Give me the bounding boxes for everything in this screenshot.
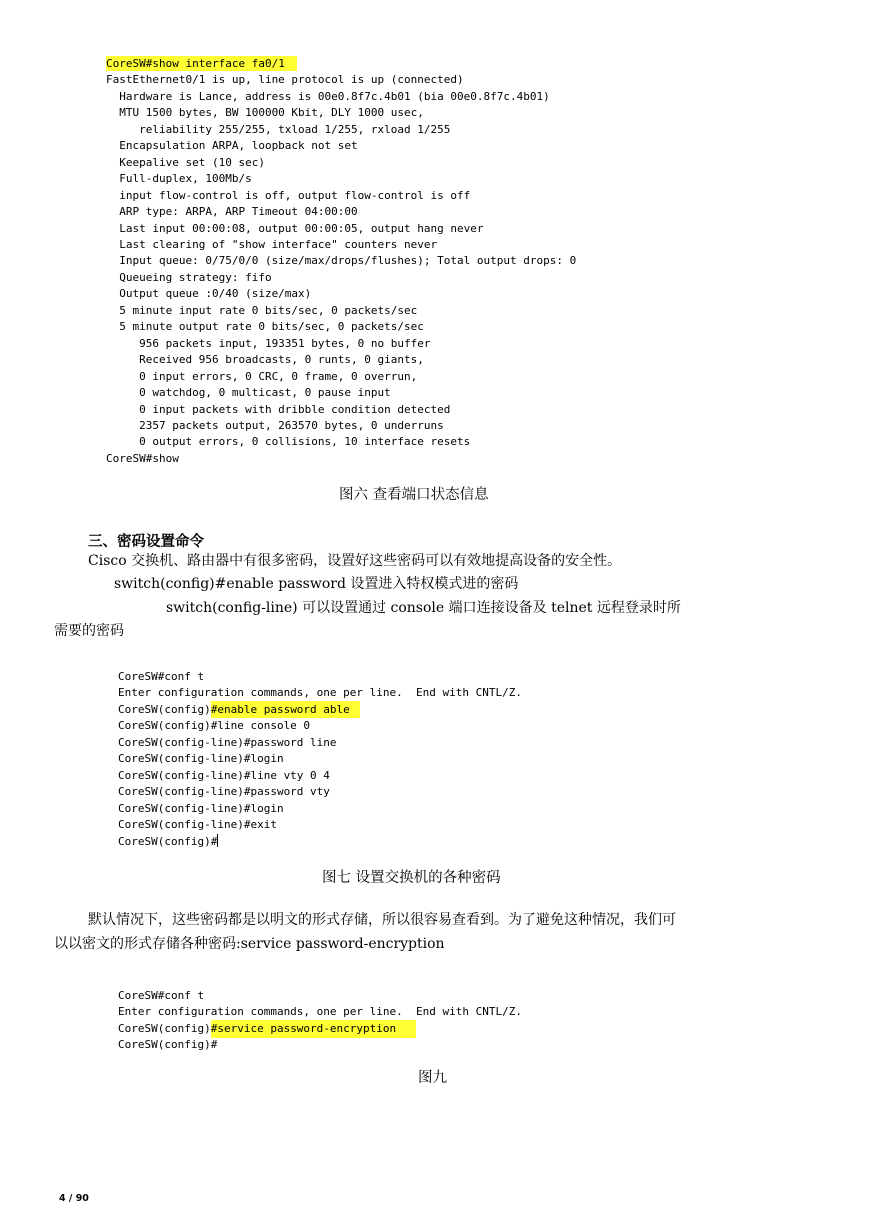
figure6-output-line: Last clearing of "show interface" counters never bbox=[106, 237, 438, 251]
figure7-line: CoreSW(config-line)#line vty 0 4 bbox=[118, 768, 330, 782]
figure6-output-line: Hardware is Lance, address is 00e0.8f7c.4b01 (bia 00e0.8f7c.4b01) bbox=[106, 89, 550, 103]
figure7-line: CoreSW(config)#line console 0 bbox=[118, 719, 311, 733]
figure6-output-line: Full-duplex, 100Mb/s bbox=[106, 172, 252, 186]
section3-item2: switch(config-line) 可以设置通过 console 端口连接设备及 telnet 远程登录时所 bbox=[166, 600, 681, 616]
figure6-command-line bbox=[106, 56, 576, 72]
figure6-output-line: FastEthernet0/1 is up, line protocol is up (connected) bbox=[106, 73, 464, 87]
figure6-output-line: 0 watchdog, 0 multicast, 0 pause input bbox=[106, 386, 391, 400]
figure7-line: CoreSW(config-line)#password line bbox=[118, 735, 337, 749]
figure6-output-line: Received 956 broadcasts, 0 runts, 0 giants, bbox=[106, 353, 424, 367]
figure6-output-line: 5 minute input rate 0 bits/sec, 0 packets/sec bbox=[106, 303, 418, 317]
figure6-output-line: input flow-control is off, output flow-control is off bbox=[106, 188, 471, 202]
paragraph2-line1: 默认情况下，这些密码都是以明文的形式存储，所以很容易查看到。为了避免这种情况，我们可 bbox=[88, 912, 676, 928]
figure6-caption: 图六 查看端口状态信息 bbox=[339, 487, 489, 503]
figure7-terminal bbox=[118, 669, 522, 850]
figure9-terminal bbox=[118, 988, 522, 1054]
figure7-output bbox=[118, 718, 522, 833]
figure9-line: CoreSW#conf t bbox=[118, 989, 205, 1002]
figure9-caption: 图九 bbox=[418, 1070, 447, 1086]
figure6-output-line: MTU 1500 bytes, BW 100000 Kbit, DLY 1000 usec, bbox=[106, 106, 424, 120]
figure7-line: CoreSW(config-line)#password vty bbox=[118, 785, 330, 799]
figure6-output-line: 0 output errors, 0 collisions, 10 interface resets bbox=[106, 435, 471, 449]
figure6-output-line: 0 input packets with dribble condition detected bbox=[106, 402, 451, 416]
enable-password-highlight: #enable password able bbox=[211, 701, 360, 718]
figure9-line: CoreSW(config)# bbox=[118, 1038, 218, 1052]
paragraph2-line2: 以以密文的形式存储各种密码:service password-encryption bbox=[54, 936, 445, 952]
figure6-output-line: 2357 packets output, 263570 bytes, 0 underruns bbox=[106, 418, 444, 432]
prompt: CoreSW(config)# bbox=[118, 834, 218, 848]
service-encryption-highlight: #service password-encryption bbox=[211, 1020, 416, 1038]
figure6-output-line: reliability 255/255, txload 1/255, rxload 1/255 bbox=[106, 122, 451, 136]
figure6-output-line: Queueing strategy: fifo bbox=[106, 270, 272, 284]
figure7-caption: 图七 设置交换机的各种密码 bbox=[322, 870, 501, 886]
section3-item2-continued: 需要的密码 bbox=[54, 623, 124, 639]
figure6-output-line: Last input 00:00:08, output 00:00:05, output hang never bbox=[106, 221, 484, 235]
figure6-output-line: 956 packets input, 193351 bytes, 0 no buffer bbox=[106, 336, 431, 350]
command-text: #show interface fa0/1 bbox=[145, 57, 285, 70]
command-prefix: CoreSW bbox=[106, 57, 146, 70]
figure7-line: CoreSW#conf t bbox=[118, 670, 205, 683]
section3-intro: Cisco 交换机、路由器中有很多密码，设置好这些密码可以有效地提高设备的安全性。 bbox=[88, 553, 622, 569]
text-cursor bbox=[217, 834, 218, 847]
figure7-line: CoreSW(config-line)#exit bbox=[118, 818, 277, 832]
figure7-line: CoreSW(config-line)#login bbox=[118, 752, 284, 766]
figure6-output-line: 0 input errors, 0 CRC, 0 frame, 0 overrun, bbox=[106, 369, 418, 383]
figure6-output-line: Output queue :0/40 (size/max) bbox=[106, 287, 312, 301]
figure6-output-line: CoreSW#show bbox=[106, 451, 179, 465]
figure9-highlight-line bbox=[118, 1021, 522, 1037]
figure9-line: Enter configuration commands, one per line. End with CNTL/Z. bbox=[118, 1005, 522, 1019]
section3-item1: switch(config)#enable password 设置进入特权模式进的密码 bbox=[114, 576, 519, 592]
figure7-highlight-line bbox=[118, 702, 522, 718]
page-number: 4 / 90 bbox=[59, 1193, 89, 1204]
figure6-output-line: ARP type: ARPA, ARP Timeout 04:00:00 bbox=[106, 205, 358, 219]
section3-heading: 三、密码设置命令 bbox=[88, 533, 204, 550]
figure7-line: Enter configuration commands, one per line. End with CNTL/Z. bbox=[118, 686, 522, 700]
figure7-line: CoreSW(config-line)#login bbox=[118, 801, 284, 815]
figure6-output-line: 5 minute output rate 0 bits/sec, 0 packets/sec bbox=[106, 320, 424, 334]
figure6-terminal bbox=[106, 56, 576, 467]
prompt-prefix: CoreSW(config) bbox=[118, 702, 211, 716]
figure7-last-line bbox=[118, 834, 522, 850]
figure6-output-line: Encapsulation ARPA, loopback not set bbox=[106, 139, 358, 153]
figure6-output-line: Keepalive set (10 sec) bbox=[106, 155, 265, 169]
figure6-output bbox=[106, 72, 576, 467]
prompt-prefix: CoreSW(config) bbox=[118, 1021, 211, 1035]
figure6-output-line: Input queue: 0/75/0/0 (size/max/drops/flushes); Total output drops: 0 bbox=[106, 254, 577, 268]
